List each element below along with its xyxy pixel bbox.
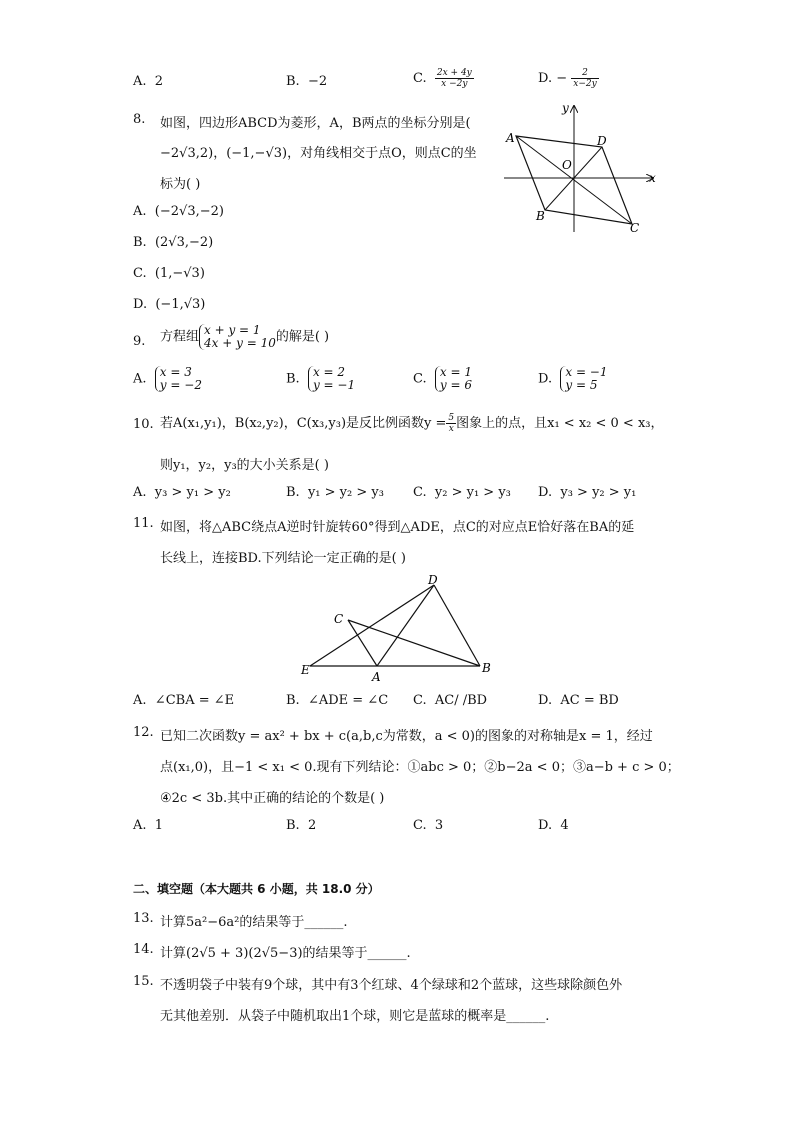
q12-option-c: C. 3 [413, 818, 444, 833]
q9-number: 9. [133, 334, 146, 349]
label-a: A [372, 670, 381, 684]
q7-option-d-fraction: $\frac{2}{x-2y}$ [573, 68, 597, 89]
q7-option-b: B. −2 [286, 74, 328, 89]
q11-option-a: A. ∠CBA = ∠E [133, 693, 235, 708]
q10-fraction: $\frac{5}{x}$ [448, 413, 455, 434]
label-o: O [562, 158, 572, 172]
section-heading: 二、填空题（本大题共 6 小题，共 18.0 分） [133, 882, 380, 896]
label-e: E [301, 663, 310, 677]
q14-stem: 计算(2√5 + 3)(2√5−3)的结果等于______. [160, 946, 411, 961]
q11-option-d: D. AC = BD [538, 693, 619, 708]
q10-option-b: B. y₁ > y₂ > y₃ [286, 485, 384, 500]
q10-stem-line1: 若A(x₁,y₁)，B(x₂,y₂)，C(x₃,y₃)是反比例函数y = $\frac{5}{x}$ 图象上的点，且x₁ < x₂ < 0 < x₃， [160, 413, 664, 434]
q8-option-a: A. (−2√3,−2) [133, 204, 224, 219]
q7-option-c-fraction: $\frac{2x + 4y}{x -2y}$ [436, 68, 472, 89]
q13-stem: 计算5a²−6a²的结果等于______. [160, 915, 348, 930]
q12-stem-line3: ④2c < 3b.其中正确的结论的个数是( ) [160, 791, 385, 806]
q11-stem-line1: 如图，将△ABC绕点A逆时针旋转60°得到△ADE，点C的对应点E恰好落在BA的延 [160, 520, 635, 535]
q15-number: 15. [133, 974, 154, 989]
segment-ed [310, 585, 434, 666]
segment-ca [348, 620, 377, 666]
segment-cb [348, 620, 480, 666]
q9-stem: 方程组 x + y = 1 4x + y = 10的解是( ) [160, 323, 330, 350]
q8-option-c: C. (1,−√3) [133, 266, 205, 281]
q11-stem-line2: 长线上，连接BD.下列结论一定正确的是( ) [160, 551, 406, 566]
label-c: C [630, 221, 640, 235]
q11-option-b: B. ∠ADE = ∠C [286, 693, 389, 708]
q12-option-b: B. 2 [286, 818, 317, 833]
label-a: A [506, 131, 515, 145]
q9-option-a: A. x = 3 y = −2 [133, 365, 202, 392]
q12-stem-line2: 点(x₁,0)，且−1 < x₁ < 0.现有下列结论：①abc > 0；②b−2a < 0；③a−b + c > 0； [160, 760, 680, 775]
q10-option-a: A. y₃ > y₁ > y₂ [133, 485, 231, 500]
label-c: C [334, 612, 344, 626]
q11-number: 11. [133, 516, 154, 531]
q9-option-d: D. x = −1 y = 5 [538, 365, 608, 392]
q9-option-c: C. x = 1 y = 6 [413, 365, 472, 392]
q12-stem-line1: 已知二次函数y = ax² + bx + c(a,b,c为常数，a < 0)的图象的对称轴是x = 1，经过 [160, 729, 653, 744]
label-b: B [482, 661, 491, 675]
label-y: y [562, 101, 569, 115]
q8-stem-line1: 如图，四边形ABCD为菱形，A，B两点的坐标分别是( [160, 116, 471, 131]
q8-stem-line3: 标为( ) [160, 177, 201, 192]
q15-stem-line2: 无其他差别．从袋子中随机取出1个球，则它是蓝球的概率是______. [160, 1009, 550, 1024]
q9-option-b: B. x = 2 y = −1 [286, 365, 356, 392]
q12-number: 12. [133, 725, 154, 740]
q8-option-b: B. (2√3,−2) [133, 235, 214, 250]
segment-ad [377, 585, 434, 666]
q8-option-d: D. (−1,√3) [133, 297, 206, 312]
q7-option-d: D. − $\frac{2}{x-2y}$ [538, 68, 597, 89]
q7-option-c: C. $\frac{2x + 4y}{x -2y}$ [413, 68, 472, 89]
label-d: D [428, 573, 438, 587]
q10-option-d: D. y₃ > y₂ > y₁ [538, 485, 637, 500]
q12-option-a: A. 1 [133, 818, 164, 833]
label-b: B [536, 209, 545, 223]
q15-stem-line1: 不透明袋子中装有9个球，其中有3个红球、4个绿球和2个蓝球，这些球除颜色外 [160, 978, 623, 993]
q10-stem-line2: 则y₁，y₂，y₃的大小关系是( ) [160, 458, 329, 473]
q10-number: 10. [133, 417, 154, 432]
q9-equation-system: x + y = 1 4x + y = 10 [199, 324, 276, 350]
q13-number: 13. [133, 911, 154, 926]
q7-option-a: A. 2 [133, 74, 164, 89]
q11-option-c: C. AC/ /BD [413, 693, 488, 708]
q8-rhombus-figure [498, 100, 668, 235]
q14-number: 14. [133, 942, 154, 957]
segment-db [434, 585, 480, 666]
q10-option-c: C. y₂ > y₁ > y₃ [413, 485, 511, 500]
label-d: D [597, 134, 607, 148]
q8-number: 8. [133, 112, 146, 127]
label-x: x [649, 171, 656, 185]
q12-option-d: D. 4 [538, 818, 569, 833]
q11-rotation-figure [296, 570, 501, 685]
q8-stem-line2: −2√3,2)，(−1,−√3)，对角线相交于点O，则点C的坐 [160, 146, 477, 161]
